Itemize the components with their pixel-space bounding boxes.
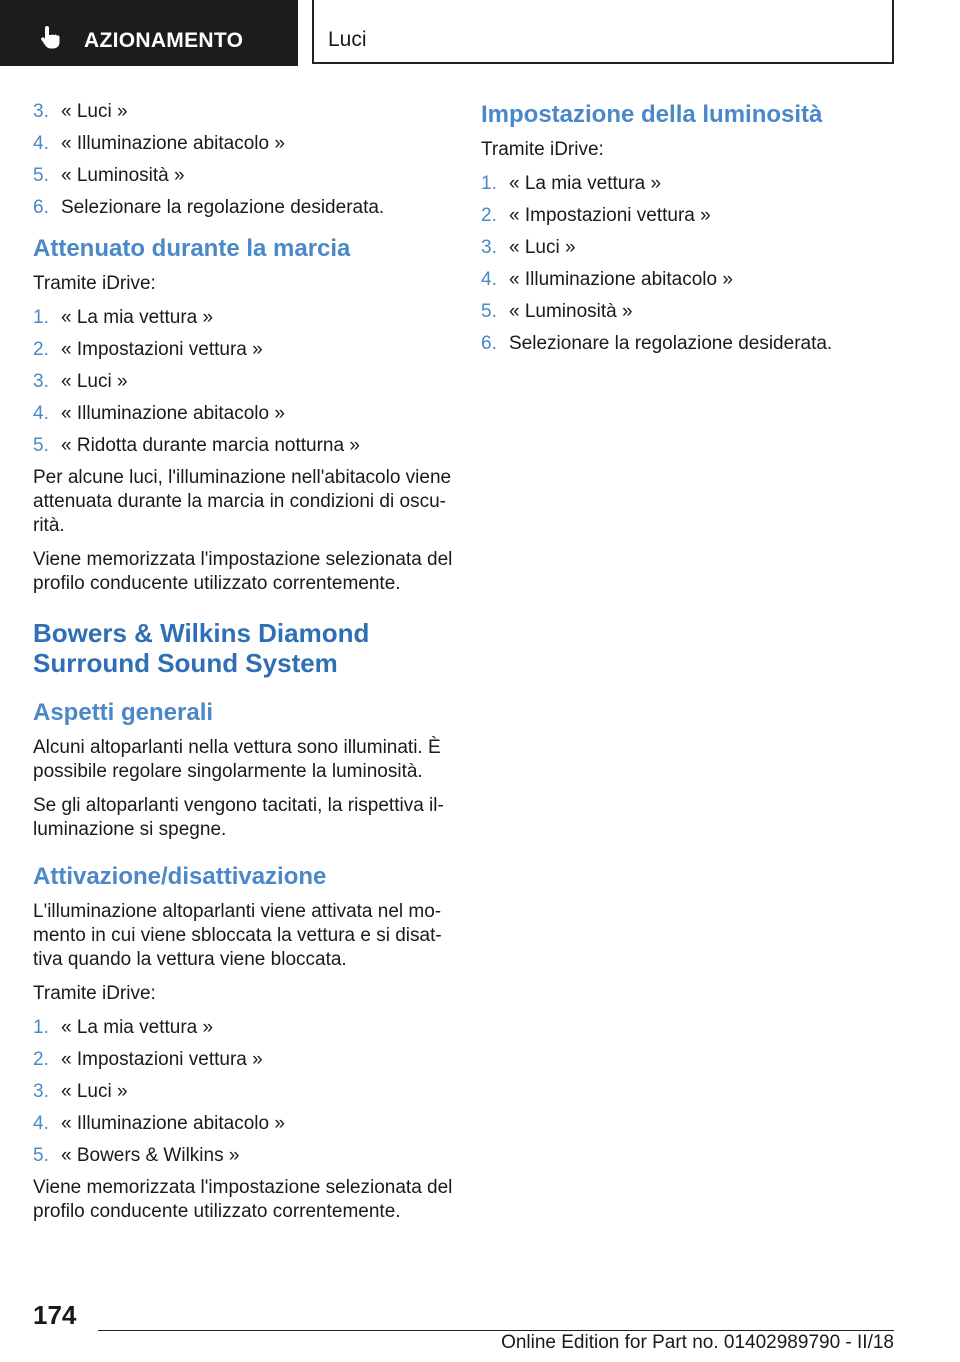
list-item: 2. « Impostazioni vettura »	[481, 205, 711, 226]
paragraph-tramite: Tramite iDrive:	[33, 983, 156, 1004]
paragraph-memorizzata: Viene memorizzata l'impostazione selezionata del profilo conducente utilizzato correntemente.	[33, 549, 453, 594]
steps-list-brightness-continued	[33, 100, 453, 220]
list-item: 5. « Bowers & Wilkins »	[33, 1145, 240, 1166]
heading-bowers-wilkins: Bowers & Wilkins Diamond Surround Sound System	[33, 618, 370, 678]
list-item: 3. « Luci »	[33, 1081, 128, 1102]
steps-list-luminosita	[481, 172, 901, 356]
heading-aspetti-generali: Aspetti generali	[33, 699, 214, 726]
list-item: 4. « Illuminazione abitacolo »	[481, 269, 733, 290]
steps-list-attenuato	[33, 306, 453, 458]
chapter-box	[312, 0, 894, 64]
heading-attivazione: Attivazione/disattivazione	[33, 863, 327, 890]
chapter-label: Luci	[328, 28, 367, 51]
paragraph-memorizzata: Viene memorizzata l'impostazione selezionata del profilo conducente utilizzato correntemente.	[33, 1177, 453, 1222]
paragraph-tacitati: Se gli altoparlanti vengono tacitati, la rispettiva il‐luminazione si spegne.	[33, 795, 444, 840]
paragraph-illuminazione: L'illuminazione altoparlanti viene attivata nel mo‐mento in cui viene sbloccata la vettura e si disat‐tiva quando la vettura viene bloccata.	[33, 901, 442, 970]
heading-attenuato: Attenuato durante la marcia	[33, 235, 351, 262]
page-number: 174	[33, 1300, 77, 1330]
right-column	[481, 100, 901, 364]
list-item: 4. « Illuminazione abitacolo »	[33, 1113, 285, 1134]
section-label: AZIONAMENTO	[84, 29, 244, 52]
footer-edition: Online Edition for Part no. 01402989790 - II/18	[501, 1332, 894, 1353]
list-item: 2. « Impostazioni vettura »	[33, 1049, 263, 1070]
steps-list-bowers	[33, 1016, 453, 1168]
left-column	[33, 100, 453, 1234]
list-item: 3. « Luci »	[33, 101, 128, 122]
footer-divider	[98, 1330, 894, 1331]
list-item: 6. Selezionare la regolazione desiderata.	[481, 333, 833, 354]
list-item: 2. « Impostazioni vettura »	[33, 339, 263, 360]
paragraph-alcune-luci: Per alcune luci, l'illuminazione nell'abitacolo viene attenuata durante la marcia in condizioni di oscu‐rità.	[33, 467, 452, 536]
list-item: 6. Selezionare la regolazione desiderata.	[33, 197, 385, 218]
paragraph-tramite: Tramite iDrive:	[33, 273, 156, 294]
heading-impostazione-luminosita: Impostazione della luminosità	[481, 101, 823, 128]
list-item: 3. « Luci »	[481, 237, 576, 258]
list-item: 5. « Luminosità »	[481, 301, 633, 322]
section-tab	[0, 0, 298, 66]
list-item: 4. « Illuminazione abitacolo »	[33, 133, 285, 154]
list-item: 5. « Luminosità »	[33, 165, 185, 186]
list-item: 1. « La mia vettura »	[481, 173, 662, 194]
paragraph-altoparlanti: Alcuni altoparlanti nella vettura sono illuminati. È possibile regolare singolarmente la luminosità.	[33, 737, 441, 782]
list-item: 1. « La mia vettura »	[33, 307, 214, 328]
list-item: 4. « Illuminazione abitacolo »	[33, 403, 285, 424]
page-header	[0, 0, 960, 66]
paragraph-tramite: Tramite iDrive:	[481, 139, 604, 160]
list-item: 5. « Ridotta durante marcia notturna »	[33, 435, 360, 456]
hand-pointer-icon	[38, 24, 64, 50]
list-item: 1. « La mia vettura »	[33, 1017, 214, 1038]
list-item: 3. « Luci »	[33, 371, 128, 392]
